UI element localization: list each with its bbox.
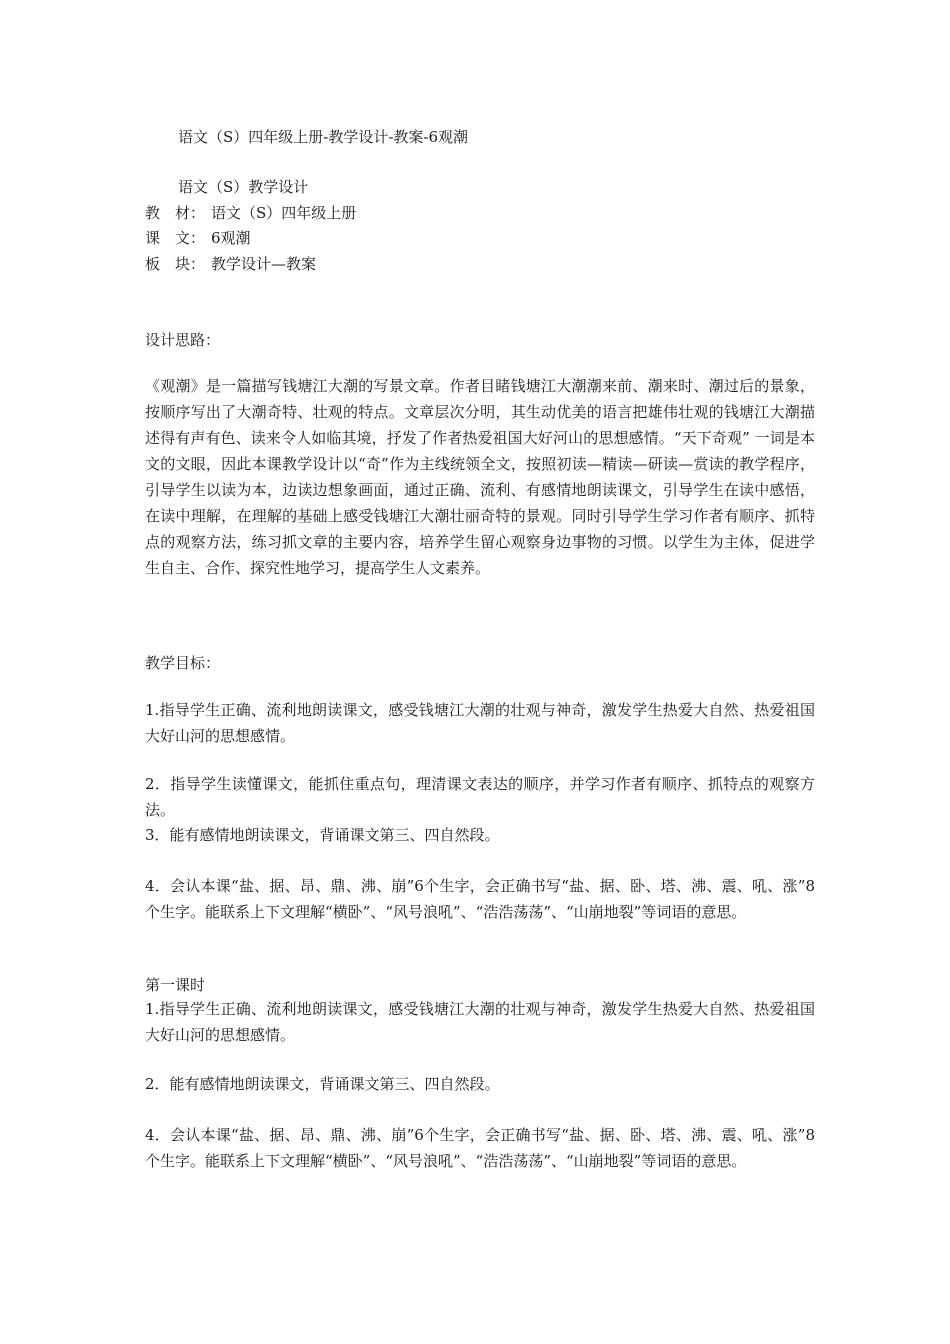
meta-key: 教 材： <box>145 204 206 222</box>
meta-row-lesson <box>145 228 251 248</box>
goals-heading: 教学目标： <box>145 654 221 672</box>
meta-value: 6观潮 <box>211 229 251 247</box>
meta-value: 教学设计—教案 <box>211 255 317 273</box>
meta-key: 课 文： <box>145 229 206 247</box>
meta-value: 语文（S）四年级上册 <box>211 204 357 222</box>
design-heading: 设计思路： <box>145 331 221 349</box>
document-subtitle: 语文（S）教学设计 <box>178 178 309 196</box>
meta-key: 板 块： <box>145 255 206 273</box>
design-body: 《观潮》是一篇描写钱塘江大潮的写景文章。作者目睹钱塘江大潮潮来前、潮来时、潮过后的景象，按顺序写出了大潮奇特、壮观的特点。文章层次分明，其生动优美的语言把雄伟壮观的钱塘江大潮描述得有声有色、读来令人如临其境，抒发了作者热爱祖国大好河山的思想感情。“天下奇观” 一词是本文的文眼，因此本课教学设计以“奇”作为主线统领全文，按照初读—精读—研读—赏读的教学程序，引导学生以读为本，边读边想象画面，通过正确、流利、有感情地朗读课文，引导学生在读中感悟，在读中理解，在理解的基础上感受钱塘江大潮壮丽奇特的景观。同时引导学生学习作者有顺序、抓特点的观察方法，练习抓文章的主要内容，培养学生留心观察身边事物的习惯。以学生为主体，促进学生自主、合作、探究性地学习，提高学生人文素养。 <box>145 377 815 577</box>
lesson1-goal-1: 1.指导学生正确、流利地朗读课文，感受钱塘江大潮的壮观与神奇，激发学生热爱大自然、热爱祖国大好山河的思想感情。 <box>145 1000 815 1044</box>
meta-row-section <box>145 254 316 274</box>
lesson1-heading: 第一课时 <box>145 976 206 994</box>
document-title: 语文（S）四年级上册-教学设计-教案-6观潮 <box>178 128 469 146</box>
lesson1-goal-2: 2．能有感情地朗读课文，背诵课文第三、四自然段。 <box>145 1075 500 1093</box>
goal-item-2: 2．指导学生读懂课文，能抓住重点句，理清课文表达的顺序，并学习作者有顺序、抓特点的观察方法。 <box>145 775 815 819</box>
goal-item-4: 4．会认本课“盐、据、昂、鼎、沸、崩”6个生字，会正确书写“盐、据、卧、塔、沸、震、吼、涨”8个生字。能联系上下文理解“横卧”、“风号浪吼”、“浩浩荡荡”、“山崩地裂”等词语的意思。 <box>145 877 815 921</box>
lesson1-goal-3: 4．会认本课“盐、据、昂、鼎、沸、崩”6个生字，会正确书写“盐、据、卧、塔、沸、震、吼、涨”8个生字。能联系上下文理解“横卧”、“风号浪吼”、“浩浩荡荡”、“山崩地裂”等词语的意思。 <box>145 1126 815 1170</box>
goal-item-3: 3．能有感情地朗读课文，背诵课文第三、四自然段。 <box>145 826 500 844</box>
goal-item-1: 1.指导学生正确、流利地朗读课文，感受钱塘江大潮的壮观与神奇，激发学生热爱大自然、热爱祖国大好山河的思想感情。 <box>145 701 815 745</box>
meta-row-textbook <box>145 203 356 223</box>
